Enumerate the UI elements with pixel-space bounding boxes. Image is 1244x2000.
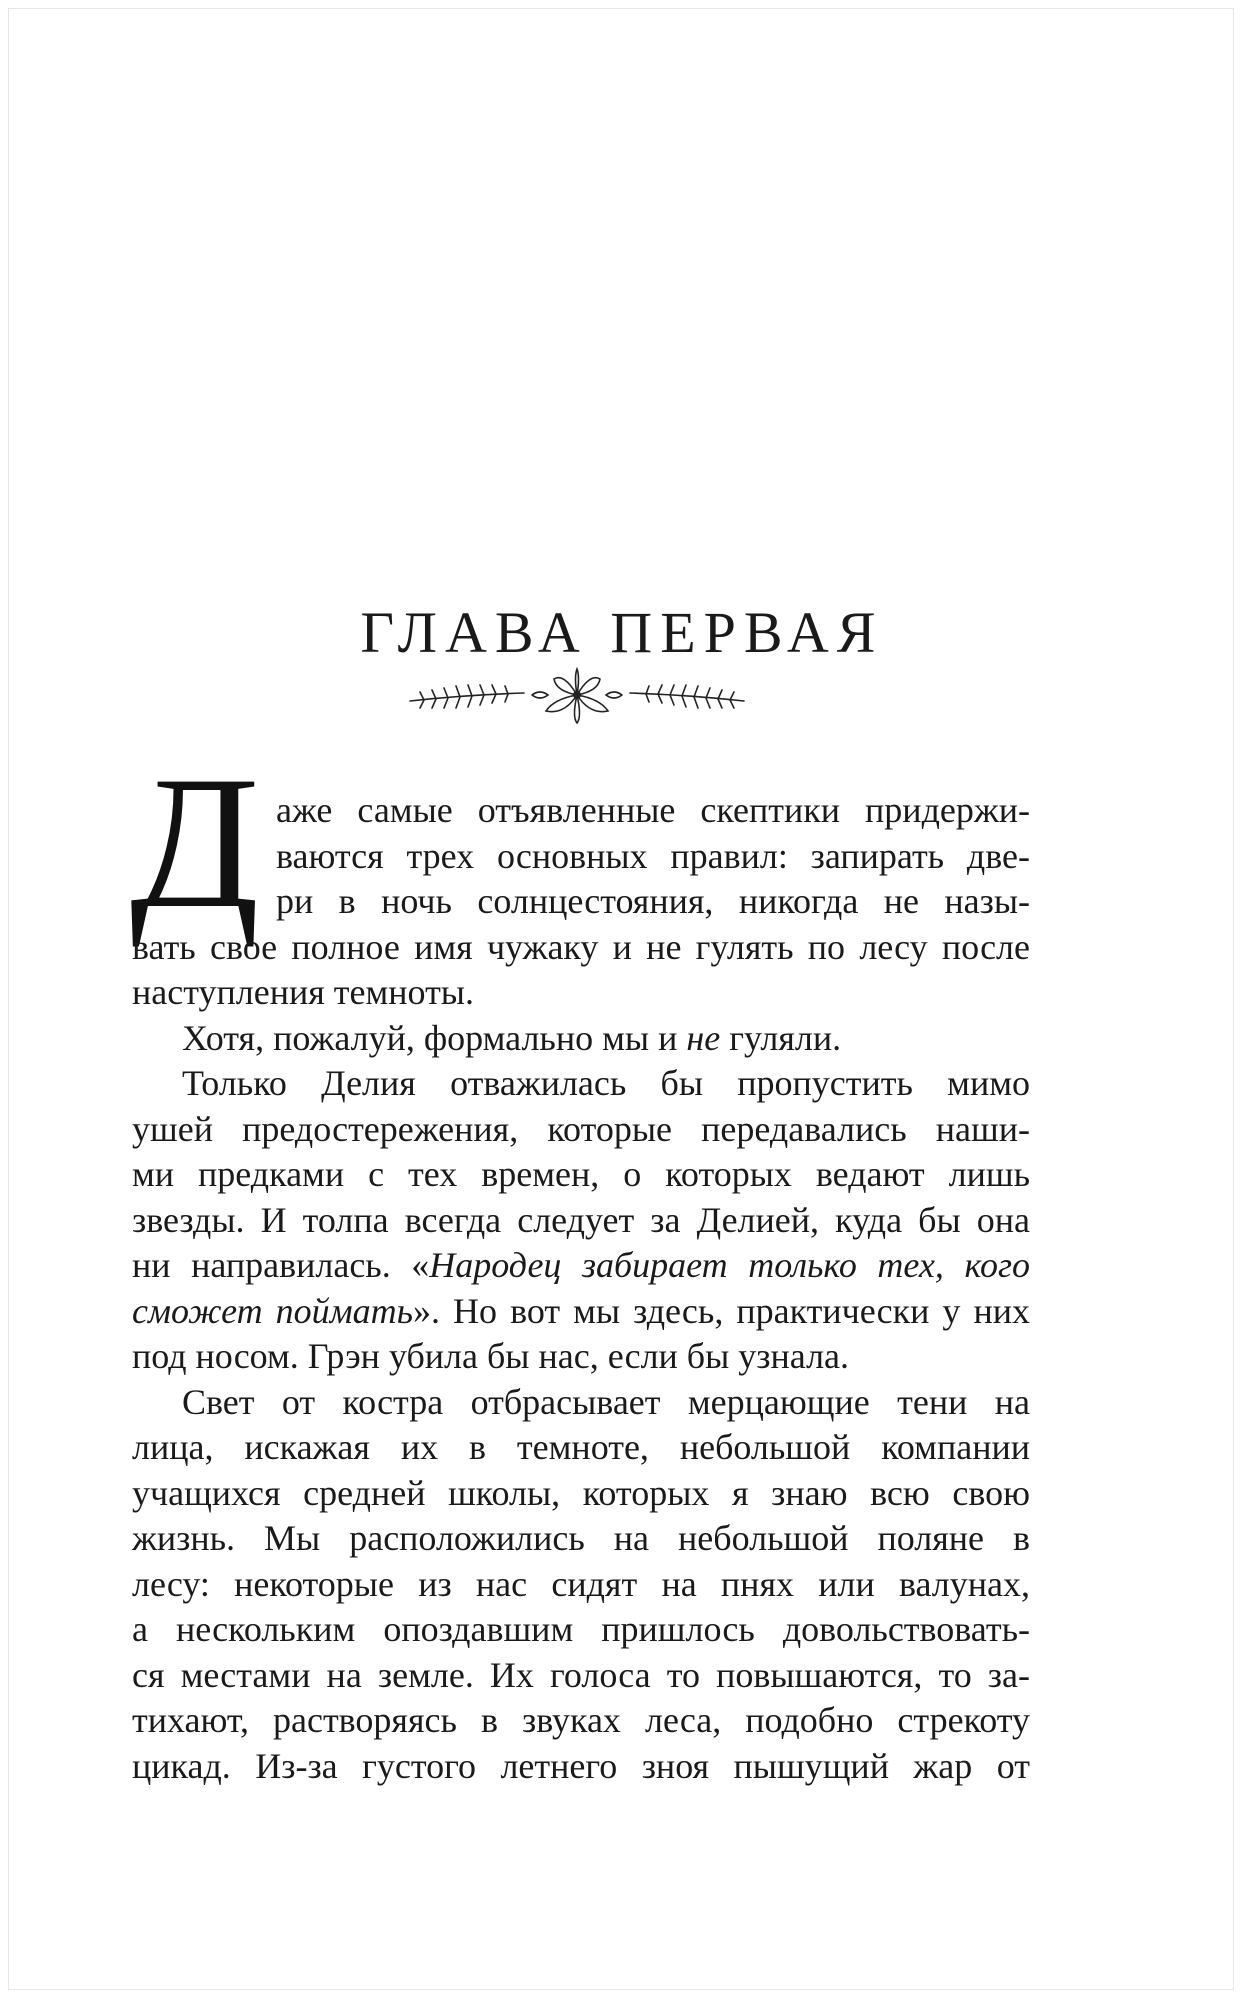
text-line: ваются трех основных правил: запирать две- [276, 835, 1030, 876]
text-line: учащихся средней школы, которых я знаю всю свою [132, 1472, 1030, 1513]
body-text [132, 788, 1030, 1789]
text-line: аже самые отъявленные скептики придержи- [276, 790, 1030, 830]
text-line: тихают, растворяясь в звуках леса, подобно стрекоту [132, 1700, 1030, 1740]
text-line: Только Делия отважилась бы пропустить мимо [182, 1063, 1030, 1103]
text-line: Хотя, пожалуй, формально мы и не гуляли. [182, 1017, 842, 1058]
text-line: а нескольким опоздавшим пришлось довольствовать- [132, 1609, 1030, 1649]
text-line: сможет поймать». Но вот мы здесь, практически у них [132, 1290, 1030, 1331]
text-line: лица, искажая их в темноте, небольшой компании [132, 1427, 1030, 1467]
text-line: вать свое полное имя чужаку и не гулять по лесу после [132, 926, 1030, 967]
text-line: цикад. Из-за густого летнего зноя пышущий жар от [132, 1745, 1030, 1786]
emphasis: сможет поймать [132, 1290, 413, 1331]
text-line: ся местами на земле. Их голоса то повышаются, то за- [132, 1654, 1030, 1695]
text-line: ри в ночь солнцестояния, никогда не назы- [276, 881, 1030, 921]
text-line: под носом. Грэн убила бы нас, если бы узнала. [132, 1336, 850, 1376]
drop-cap: Д [130, 738, 260, 948]
floral-divider-icon [404, 665, 750, 727]
text-line: звезды. И толпа всегда следует за Делией, куда бы она [132, 1199, 1030, 1240]
text-line: наступления темноты. [132, 972, 474, 1012]
text-line: жизнь. Мы расположились на небольшой поляне в [132, 1518, 1030, 1558]
text-line: лесу: некоторые из нас сидят на пнях или валунах, [132, 1563, 1030, 1604]
text-line: Свет от костра отбрасывает мерцающие тени на [182, 1381, 1030, 1422]
emphasis: Народец забирает только тех, кого [429, 1245, 1030, 1285]
text-line: ми предками с тех времен, о которых ведают лишь [132, 1154, 1030, 1194]
text-line: ни направилась. «Народец забирает только тех, кого [132, 1245, 1030, 1285]
chapter-title: ГЛАВА ПЕРВАЯ [360, 599, 884, 665]
emphasis: не [686, 1017, 721, 1058]
text-line: ушей предостережения, которые передавались наши- [132, 1108, 1030, 1149]
